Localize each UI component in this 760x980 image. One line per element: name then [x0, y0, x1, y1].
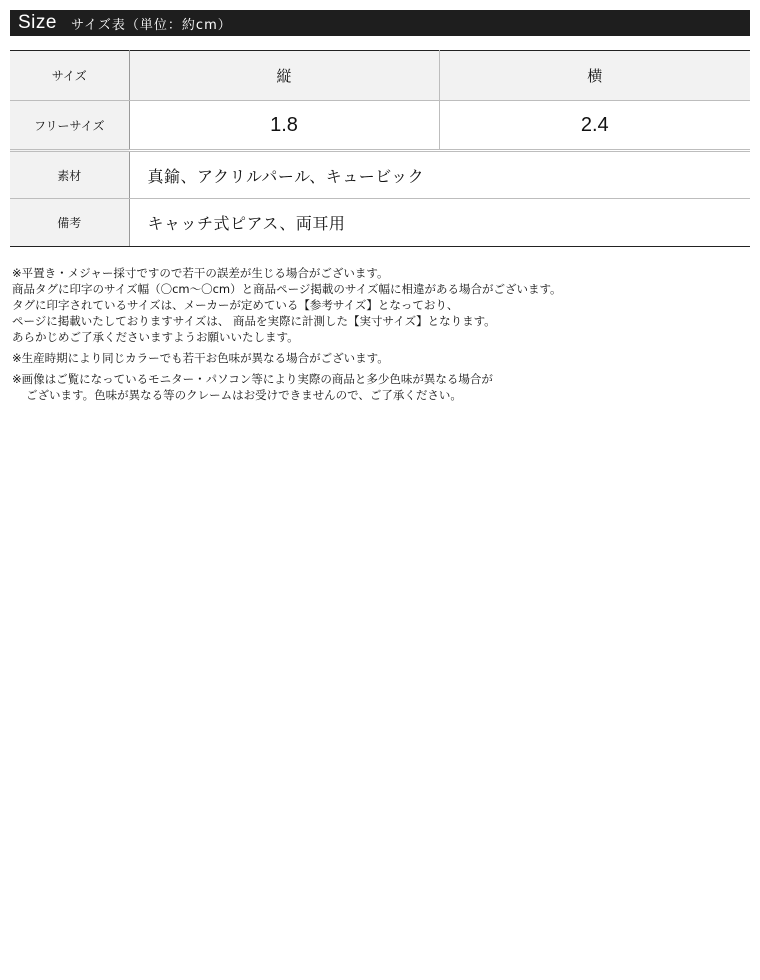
row-label-free-size: フリーサイズ — [10, 101, 129, 151]
material-value: 真鍮、アクリルパール、キュービック — [129, 151, 750, 199]
header-label-size: サイズ — [10, 51, 129, 101]
material-row — [10, 151, 750, 199]
remarks-row — [10, 199, 750, 247]
note-tag-reference-size: タグに印字されているサイズは、メーカーが定めている【参考サイズ】となっており、 — [12, 298, 459, 312]
notes-section — [12, 265, 748, 403]
size-title: Size — [18, 12, 57, 33]
note-page-actual-size: ページに掲載いたしておりますサイズは、 商品を実際に計測した【実寸サイズ】となります。 — [12, 314, 496, 328]
note-no-claims: ございます。色味が異なる等のクレームはお受けできませんので、ご了承ください。 — [26, 388, 462, 402]
table-row — [10, 101, 750, 151]
size-table — [10, 50, 750, 247]
remarks-value: キャッチ式ピアス、両耳用 — [129, 199, 750, 247]
note-monitor-color: ※画像はご覧になっているモニター・パソコン等により実際の商品と多少色味が異なる場合が — [12, 372, 493, 386]
header-height: 縦 — [129, 51, 439, 101]
remarks-label: 備考 — [10, 199, 129, 247]
note-request: あらかじめご了承くださいますようお願いいたします。 — [12, 330, 299, 344]
size-header-bar — [10, 10, 750, 36]
value-height: 1.8 — [129, 101, 439, 151]
material-label: 素材 — [10, 151, 129, 199]
value-width: 2.4 — [439, 101, 750, 151]
note-measurement: ※平置き・メジャー採寸ですので若干の誤差が生じる場合がございます。 — [12, 266, 389, 280]
table-header-row — [10, 51, 750, 101]
note-tag-size-difference: 商品タグに印字のサイズ幅（〇cm〜〇cm）と商品ページ掲載のサイズ幅に相違がある場合がございます。 — [12, 282, 562, 296]
header-width: 横 — [439, 51, 750, 101]
size-table-subtitle: サイズ表（単位：約cm） — [70, 17, 232, 33]
note-production-color: ※生産時期により同じカラーでも若干お色味が異なる場合がございます。 — [12, 351, 389, 365]
